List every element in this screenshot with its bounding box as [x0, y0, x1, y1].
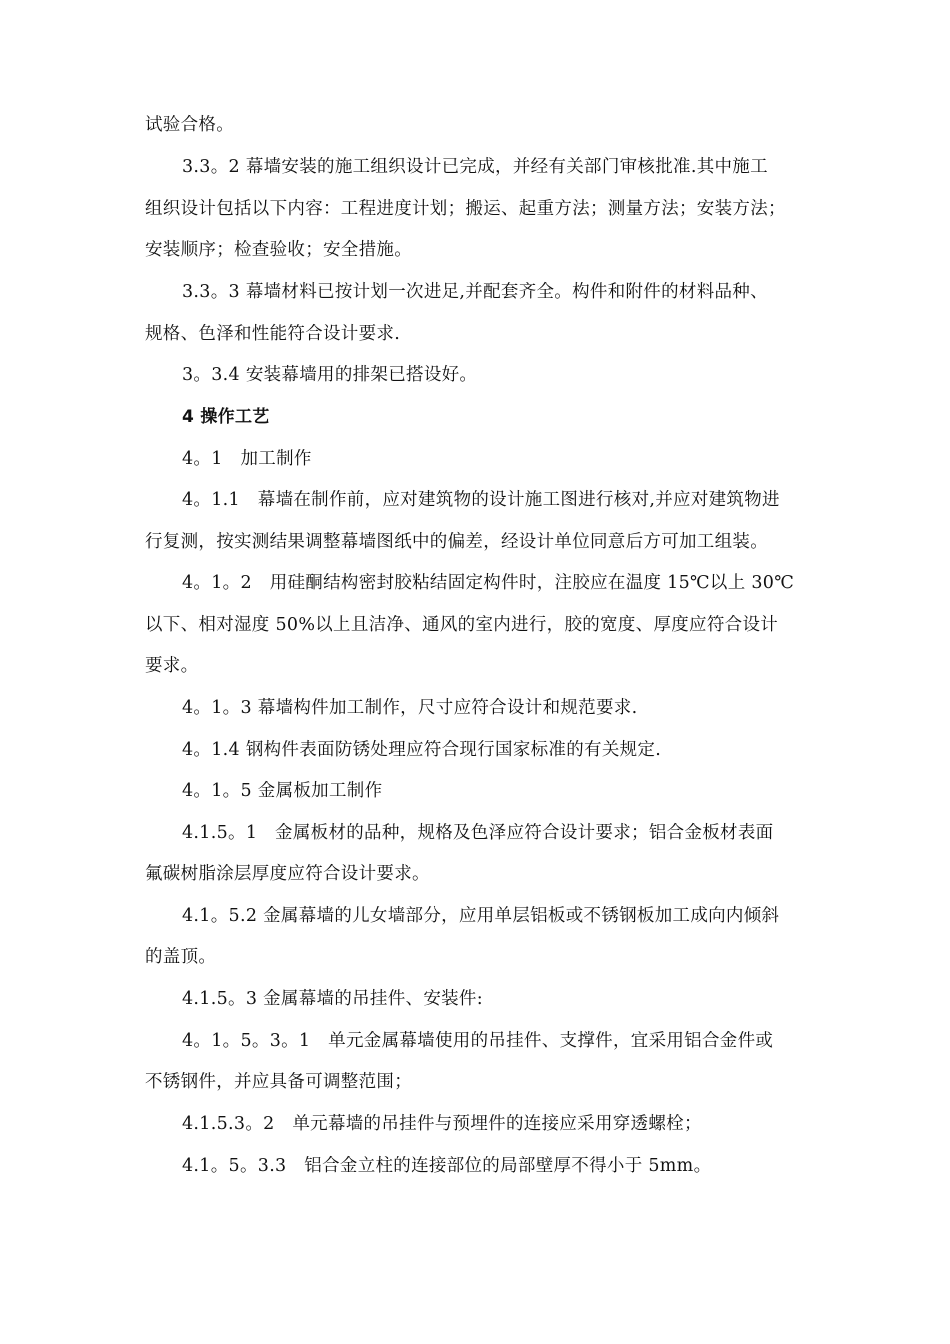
text-line: 4。1。3 幕墙构件加工制作，尺寸应符合设计和规范要求.: [182, 698, 638, 718]
text-line: 4.1.5.3。2 单元幕墙的吊挂件与预埋件的连接应采用穿透螺栓；: [182, 1114, 702, 1134]
section-heading: 4 操作工艺: [182, 407, 270, 427]
text-line: 氟碳树脂涂层厚度应符合设计要求。: [145, 864, 430, 884]
text-line: 3.3。3 幕墙材料已按计划一次进足,并配套齐全。构件和附件的材料品种、: [182, 282, 768, 302]
text-line: 4。1.4 钢构件表面防锈处理应符合现行国家标准的有关规定.: [182, 740, 662, 760]
text-line: 要求。: [145, 656, 199, 676]
text-line: 4.1。5。3.3 铝合金立柱的连接部位的局部壁厚不得小于 5mm。: [182, 1156, 712, 1176]
text-line: 组织设计包括以下内容：工程进度计划；搬运、起重方法；测量方法；安装方法；: [145, 199, 786, 219]
text-line: 不锈钢件，并应具备可调整范围；: [145, 1072, 412, 1092]
text-line: 试验合格。: [145, 115, 234, 135]
text-line: 4。1。5 金属板加工制作: [182, 781, 383, 801]
text-line: 4。1.1 幕墙在制作前，应对建筑物的设计施工图进行核对,并应对建筑物进: [182, 490, 780, 510]
text-line: 安装顺序；检查验收；安全措施。: [145, 240, 412, 260]
text-line: 3。3.4 安装幕墙用的排架已搭设好。: [182, 365, 478, 385]
text-line: 4。1 加工制作: [182, 449, 312, 469]
text-line: 以下、相对湿度 50%以上且洁净、通风的室内进行，胶的宽度、厚度应符合设计: [145, 615, 779, 635]
text-line: 4.1.5。1 金属板材的品种，规格及色泽应符合设计要求；铝合金板材表面: [182, 823, 774, 843]
text-line: 4。1。5。3。1 单元金属幕墙使用的吊挂件、支撑件，宜采用铝合金件或: [182, 1031, 774, 1051]
text-line: 行复测，按实测结果调整幕墙图纸中的偏差，经设计单位同意后方可加工组装。: [145, 532, 768, 552]
text-line: 4。1。2 用硅酮结构密封胶粘结固定构件时，注胶应在温度 15℃以上 30℃: [182, 573, 795, 593]
text-line: 3.3。2 幕墙安装的施工组织设计已完成，并经有关部门审核批准.其中施工: [182, 157, 768, 177]
text-line: 4.1.5。3 金属幕墙的吊挂件、安装件:: [182, 989, 483, 1009]
text-line: 的盖顶。: [145, 947, 217, 967]
text-line: 4.1。5.2 金属幕墙的儿女墙部分，应用单层铝板或不锈钢板加工成向内倾斜: [182, 906, 780, 926]
text-line: 规格、色泽和性能符合设计要求.: [145, 324, 401, 344]
